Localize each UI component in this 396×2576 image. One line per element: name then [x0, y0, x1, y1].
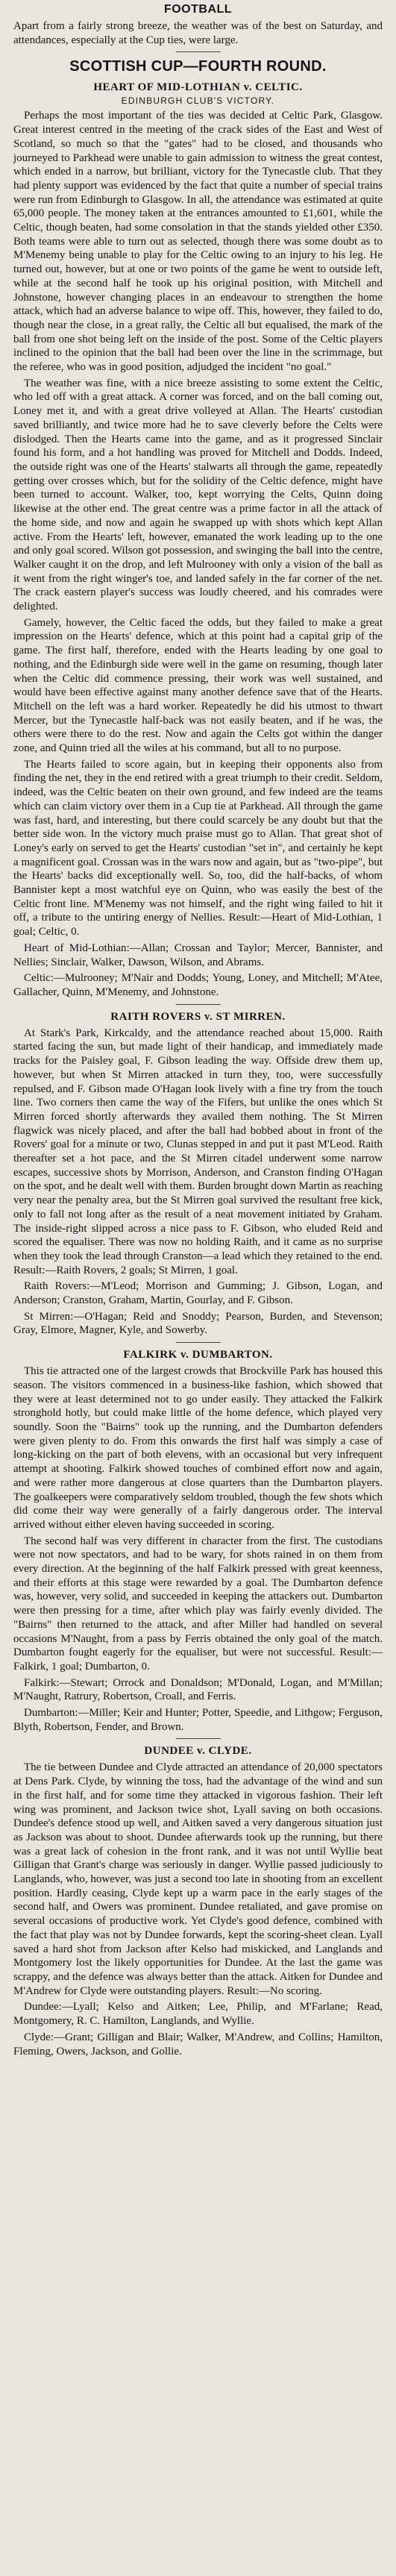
team-lineup: Dumbarton:—Miller; Keir and Hunter; Potter, Speedie, and Lithgow; Ferguson, Blyth, Robertson, Fender, and Brown.	[13, 1707, 383, 1733]
article-paragraph: This tie attracted one of the largest crowds that Brockville Park has housed this season. The visitors commenced in a business-like fashion, which showed that they were at least determined not to go under easily. They attacked the Falkirk stronghold hotly, but could make little of the home defence, which played very soundly. Soon the "Bairns" took up the running, and the Dumbarton defenders were given plenty to do. From this onwards the first half was simply a case of long-kicking on the part of both elevens, with an occasional but very infrequent attempt at shooting. Falkirk showed touches of combined effort now and again, and were rather more dangerous at close quarters than the Dumbarton players. The goalkeepers were comparatively seldom troubled, though the few shots which did come their way were generally of a fairly dangerous order. The interval arrived without either eleven having succeeded in scoring.	[13, 1365, 383, 1531]
team-lineup: Raith Rovers:—M'Leod; Morrison and Gumming; J. Gibson, Logan, and Anderson; Cranston, Graham, Martin, Gourlay, and F. Gibson.	[13, 1280, 383, 1307]
main-headline: SCOTTISH CUP—FOURTH ROUND.	[69, 58, 327, 75]
match-title: HEART OF MID-LOTHIAN v. CELTIC.	[93, 81, 303, 94]
team-lineup: Heart of Mid-Lothian:—Allan; Crossan and Taylor; Mercer, Bannister, and Nellies; Sinclair, Walker, Dawson, Wilson, and Abrams.	[13, 941, 383, 968]
article-paragraph: Perhaps the most important of the ties was decided at Celtic Park, Glasgow. Great interest centred in the meeting of the crack sides of the East and West of Scotland, so much so that the "gates" had to be closed, and thousands who journeyed to Parkhead were unable to gain admission to witness the great contest, which ended in a narrow, but brilliant, victory for the Tynecastle club. That they had plenty support was evidenced by the fact that quite a number of special trains were run from Edinburgh to Glasgow. In all, the attendance was estimated at quite 65,000 people. The money taken at the entrances amounted to £1,601, while the Celtic, though beaten, had some consolation in that the stands yielded other £350. Both teams were able to turn out as selected, though there was some doubt as to M'Menemy being unable to play for the Celtic owing to an injury to his leg. He turned out, however, but at one or two points of the game he went to outside left, while at the second half he took up his original position, with Mitchell and Johnstone, however changing places in an endeavour to strengthen the home attack, which had an adverse balance to wipe off. This, however, they failed to do, though near the close, in a great rally, the Celtic all but equalised, the mark of the ball from one shot being left on the inside of the post. Some of the Celtic players inclined to the opinion that the ball had been over the line in the scrimmage, but the referee, who was in good position, adjudged the incident "no goal."	[13, 110, 383, 374]
article-hearts-celtic	[13, 81, 383, 999]
article-paragraph: At Stark's Park, Kirkcaldy, and the attendance reached about 15,000. Raith started facing the sun, but made light of their handicap, and immediately made tracks for the Paisley goal, F. Gibson leading the way. Offside drew them up, however, but when St Mirren attacked in turn they, too, were successfully repulsed, and F. Gibson made O'Hagan look lively with a fine try from the touch line. Two corners then came the way of the Fifers, but unlike the ones which St Mirren forced shortly afterwards they availed them nothing. The St Mirren flagwick was nicely placed, and after the ball had bobbed about in front of the Rovers' goal for a minute or two, Clunas stepped in and put it past M'Leod. Raith thereafter set a hot pace, and the St Mirren citadel underwent some narrow escapes, successive shots by Morrison, Anderson, and Cranston finding O'Hagan on the spot, and he dealt well with them. Burden brought down Martin as reaching very near the penalty area, but the St Mirren goal survived the resultant free kick, only to fall not long after as the result of a neat movement initiated by Graham. The inside-right slipped across a nice pass to F. Gibson, who eluded Reid and scored the equaliser. There was now no holding Raith, and it came as no surprise when they took the lead through Cranston—a lead which they retained to the end. Result:—Raith Rovers, 2 goals; St Mirren, 1 goal.	[13, 1027, 383, 1276]
match-title: RAITH ROVERS v. ST MIRREN.	[110, 1010, 286, 1023]
article-paragraph: The Hearts failed to score again, but in keeping their opponents also from finding the net, they in the end retired with a great triumph to their credit. Seldom, indeed, was the Celtic beaten on their own ground, and few indeed are the teams which can claim victory over them in a Cup tie at Parkhead. All through the game was fast, hard, and interesting, but there could scarcely be any doubt but that the better side won. In the victory much praise must go to Allan. That great shot of Loney's early on served to get the Hearts' custodian "set in", and certainly he kept a magnificent goal. Crossan was in the wars now and again, but as "two-pipe", but the Hearts' backs did exceptionally well. So, too, did the half-backs, of whom Bannister kept a most watchful eye on Quinn, who was easily the best of the Celtic front line. M'Menemy was not himself, and the right wing failed to hit it off, a tribute to the untiring energy of Nellies. Result:—Heart of Mid-Lothian, 1 goal; Celtic, 0.	[13, 758, 383, 938]
team-lineup: Falkirk:—Stewart; Orrock and Donaldson; M'Donald, Logan, and M'Millan; M'Naught, Ratrury, Robertson, Croall, and Ferris.	[13, 1676, 383, 1703]
match-title: DUNDEE v. CLYDE.	[144, 1745, 252, 1758]
article-dundee-clyde	[13, 1745, 383, 2058]
team-lineup: St Mirren:—O'Hagan; Reid and Snoddy; Pearson, Burden, and Stevenson; Gray, Elmore, Magner, Kyle, and Sowerby.	[13, 1310, 383, 1337]
article-raith-stmirren	[13, 1011, 383, 1338]
team-lineup: Dundee:—Lyall; Kelso and Aitken; Lee, Philip, and M'Farlane; Read, Montgomery, R. C. Hamilton, Langlands, and Wyllie.	[13, 2001, 383, 2028]
article-falkirk-dumbarton	[13, 1349, 383, 1734]
article-paragraph: The second half was very different in character from the first. The custodians were not now spectators, and had to be wary, for shots rained in on them from every direction. At the beginning of the half Falkirk pressed with great keenness, and their efforts at this stage were rewarded by a goal. The Dumbarton defence was, however, very solid, and succeeded in keeping the attackers out. Dumbarton were then pressing for a time, after which play was fairly evenly divided. The "Bairns" then returned to the attack, and after Miller had handled on several occasions M'Naught, from a pass by Ferris obtained the only goal of the match. Dumbarton fought eagerly for the equaliser, but were not successful. Result:—Falkirk, 1 goal; Dumbarton, 0.	[13, 1535, 383, 1673]
divider	[176, 1342, 221, 1343]
intro-paragraph: Apart from a fairly strong breeze, the weather was of the best on Saturday, and attendances, especially at the Cup ties, were large.	[13, 20, 383, 46]
article-paragraph: The tie between Dundee and Clyde attracted an attendance of 20,000 spectators at Dens Park. Clyde, by winning the toss, had the advantage of the wind and sun in the first half, and for some time they attacked in vigorous fashion. Their left wing was prominent, and Jackson twice shot, Lyall saving on both occasions. Dundee's defence stood up well, and Aitken saved a very dangerous situation just as Jackson was about to shoot. Dundee afterwards took up the running, but there was a great lack of cohesion in the front rank, and it was not until Wyllie beat Gilligan that Grant's charge was seriously in danger. Wyllie passed judiciously to Langlands, who, however, was just a second too late in shooting from an excellent position. Hardly ceasing, Clyde kept up a warm pace in the early stages of the second half, and Owers was prominent. Dundee retaliated, and gave promise on several occasions of productive work. Yet Clyde's good defence, combined with the fact that play was not by Dundee forwards, kept the scoring-sheet clean. Lyall saved a hard shot from Jackson after Kelso had miskicked, and Langlands and Montgomery lost the likely opportunities for Dundee. At the last the game was scrappy, and the defence was always better than the attack. Aitken for Dundee and M'Andrew for Clyde were outstanding players. Result:—No scoring.	[13, 1761, 383, 1997]
divider	[176, 1738, 221, 1739]
match-subtitle: EDINBURGH CLUB'S VICTORY.	[121, 95, 275, 107]
article-paragraph: The weather was fine, with a nice breeze assisting to some extent the Celtic, who led off with a great attack. A corner was forced, and on the ball coming out, Loney met it, and with a great drive volleyed at Allan. The Hearts' custodian saved brilliantly, and twice more had he to save cleverly before the Celts were dislodged. Then the Hearts came into the game, and as it progressed Sinclair found his form, and a hot handling was proved for Mitchell and Dodds. Indeed, the outside right was one of the Hearts' stalwarts all through the game, repeatedly getting over crosses which, but for the solidity of the Celtic defence, might have been turned to account. Walker, too, kept worrying the Celts, Quinn doing likewise at the other end. The great centre was a prime factor in all the attack of the home side, and now and again he swapped up with shots which kept Allan active. From the Hearts' left, however, emanated the work leading up to the one and only goal scored. Wilson got possession, and swinging the ball into the centre, Walker caught it on the drop, and left Mulrooney with only a vision of the ball as it went from the right winger's toe, and landed safely in the far corner of the net. The crack eastern player's success was loudly cheered, and his comrades were delighted.	[13, 377, 383, 613]
team-lineup: Clyde:—Grant; Gilligan and Blair; Walker, M'Andrew, and Collins; Hamilton, Fleming, Owers, Jackson, and Gollie.	[13, 2031, 383, 2058]
match-title: FALKIRK v. DUMBARTON.	[123, 1349, 273, 1361]
article-paragraph: Gamely, however, the Celtic faced the odds, but they failed to make a great impression on the Hearts' defence, which at this point had a capital grip of the game. The first half, therefore, ended with the Hearts leading by one goal to nothing, and the Edinburgh side were well in the game on resuming, though later when the Celtic did commence pressing, their work was well sustained, and would have been effective against many another defence save that of the Hearts. Mitchell on the left was a hard worker. Repeatedly he did his utmost to thwart Mercer, but the Tynecastle half-back was not easily beaten, and if he was, the others were there to do the rest. Now and again the Celts got within the danger zone, and Quinn tried all the wiles at his command, but all to no purpose.	[13, 616, 383, 755]
divider	[176, 51, 221, 52]
team-lineup: Celtic:—Mulrooney; M'Nair and Dodds; Young, Loney, and Mitchell; M'Atee, Gallacher, Quinn, M'Menemy, and Johnstone.	[13, 972, 383, 998]
section-masthead: FOOTBALL	[163, 3, 233, 16]
divider	[176, 1004, 221, 1005]
